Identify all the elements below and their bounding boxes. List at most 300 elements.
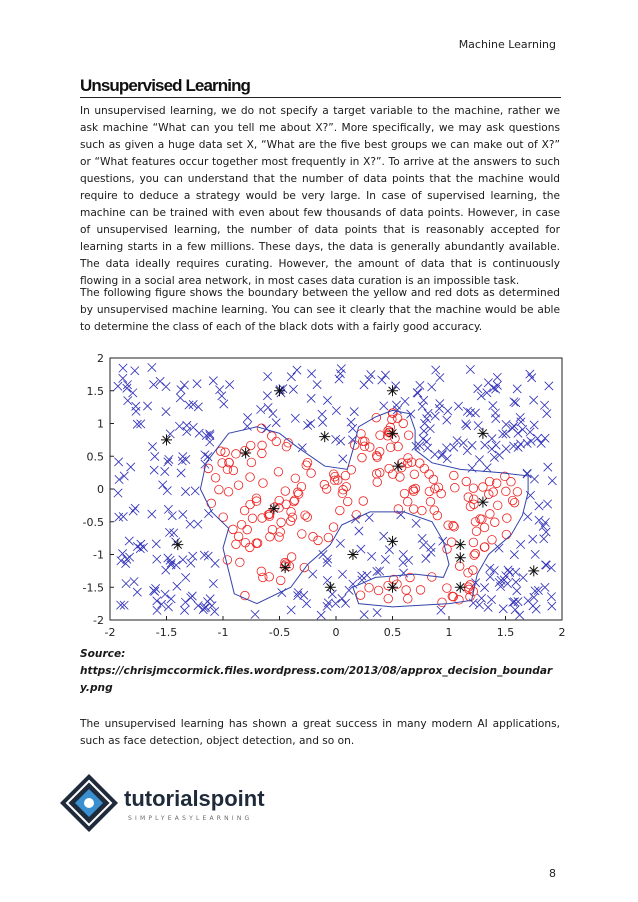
- class-a-point: [338, 594, 346, 602]
- class-b-point: [358, 453, 367, 462]
- class-b-point: [510, 498, 519, 507]
- class-a-point: [423, 444, 431, 452]
- test-point: [387, 536, 398, 547]
- class-b-point: [274, 467, 283, 476]
- class-a-point: [468, 464, 476, 472]
- class-a-point: [175, 422, 183, 430]
- class-a-point: [437, 606, 445, 614]
- paragraph-figure-description: The following figure shows the boundary between the yellow and red dots as determined by unsupervised machine learning. You can see it clearly that the machine would be able to determine the class of each of the black dots with a fairly good accuracy.: [80, 287, 560, 333]
- class-a-point: [512, 568, 520, 576]
- logo-tagline-text: SIMPLYEASYLEARNING: [128, 815, 253, 822]
- class-a-point: [518, 425, 526, 433]
- class-a-point: [401, 397, 409, 405]
- test-point: [477, 497, 488, 508]
- test-point: [347, 549, 358, 560]
- class-a-point: [170, 529, 178, 537]
- class-b-point: [372, 469, 381, 478]
- class-b-point: [275, 533, 284, 542]
- class-b-point: [303, 513, 312, 522]
- class-b-point: [502, 530, 511, 539]
- test-point: [268, 503, 279, 514]
- class-a-point: [185, 401, 193, 409]
- class-a-point: [486, 573, 494, 581]
- class-a-point: [443, 416, 451, 424]
- class-a-point: [543, 500, 551, 508]
- class-b-point: [259, 479, 268, 488]
- class-b-point: [455, 562, 464, 571]
- source-url: https://chrisjmccormick.files.wordpress.com/2013/08/approx_decision_boundary.png: [80, 665, 553, 694]
- class-b-point: [425, 470, 434, 479]
- class-b-point: [229, 525, 238, 534]
- y-tick-label: -1.5: [82, 581, 104, 595]
- class-a-point: [129, 389, 137, 397]
- class-b-point: [502, 487, 511, 496]
- class-b-point: [493, 501, 502, 510]
- class-a-point: [537, 439, 545, 447]
- class-a-point: [373, 608, 381, 616]
- class-a-point: [381, 371, 389, 379]
- class-a-point: [307, 370, 315, 378]
- class-b-point: [267, 432, 276, 441]
- decision-boundary-figure: [82, 350, 572, 640]
- class-a-point: [191, 487, 199, 495]
- class-a-point: [535, 502, 543, 510]
- x-tick-label: 1: [445, 626, 453, 639]
- paragraph-conclusion: The unsupervised learning has shown a great success in many modern AI applications, such as face detection, object detection, and so on.: [80, 718, 560, 747]
- class-a-point: [428, 383, 436, 391]
- class-a-point: [131, 366, 139, 374]
- class-a-point: [475, 456, 483, 464]
- class-a-point: [463, 407, 471, 415]
- class-b-point: [211, 473, 220, 482]
- class-b-point: [240, 506, 249, 515]
- class-a-point: [148, 363, 156, 371]
- class-a-point: [426, 424, 434, 432]
- class-a-point: [163, 486, 171, 494]
- class-a-point: [130, 577, 138, 585]
- class-a-point: [419, 396, 427, 404]
- figure-source: [80, 646, 560, 697]
- class-a-point: [272, 419, 280, 427]
- class-a-point: [177, 469, 185, 477]
- class-a-point: [164, 603, 172, 611]
- class-a-point: [529, 602, 537, 610]
- test-point: [325, 582, 336, 593]
- class-a-point: [317, 611, 325, 619]
- class-a-point: [133, 542, 141, 550]
- class-a-point: [313, 380, 321, 388]
- class-a-point: [157, 600, 165, 608]
- class-a-point: [529, 396, 537, 404]
- class-b-point: [258, 449, 267, 458]
- class-a-point: [289, 385, 297, 393]
- class-a-point: [469, 599, 477, 607]
- class-a-point: [162, 566, 170, 574]
- class-a-point: [153, 597, 161, 605]
- class-b-point: [400, 489, 409, 498]
- class-a-point: [519, 573, 527, 581]
- class-a-point: [331, 599, 339, 607]
- class-a-point: [127, 463, 135, 471]
- class-a-point: [431, 412, 439, 420]
- class-a-point: [269, 409, 277, 417]
- class-a-point: [545, 382, 553, 390]
- x-tick-label: -1.5: [155, 626, 178, 639]
- class-a-point: [181, 487, 189, 495]
- class-a-point: [166, 430, 174, 438]
- class-a-point: [487, 595, 495, 603]
- class-b-point: [236, 558, 245, 567]
- class-a-point: [195, 429, 203, 437]
- class-a-point: [187, 559, 195, 567]
- class-b-point: [404, 431, 413, 440]
- class-a-point: [348, 424, 356, 432]
- class-b-point: [247, 458, 256, 467]
- test-point: [477, 428, 488, 439]
- class-a-point: [419, 541, 427, 549]
- class-a-point: [540, 535, 548, 543]
- class-a-point: [399, 569, 407, 577]
- class-a-point: [474, 421, 482, 429]
- section-title: Unsupervised Learning: [80, 76, 251, 95]
- logo-emblem-icon: [60, 774, 118, 832]
- class-a-point: [336, 539, 344, 547]
- y-tick-label: 1: [97, 417, 104, 431]
- class-a-point: [516, 540, 524, 548]
- class-a-point: [548, 476, 556, 484]
- class-a-point: [513, 385, 521, 393]
- class-a-point: [360, 610, 368, 618]
- class-a-point: [541, 518, 549, 526]
- x-tick-label: 2: [558, 626, 566, 639]
- class-a-point: [480, 583, 488, 591]
- class-b-point: [287, 507, 296, 516]
- class-b-point: [513, 487, 522, 496]
- class-b-point: [298, 530, 307, 539]
- class-a-point: [206, 430, 214, 438]
- class-b-point: [508, 496, 517, 505]
- class-a-point: [119, 512, 127, 520]
- scatter-chart: [82, 350, 572, 640]
- class-a-point: [118, 549, 126, 557]
- class-b-point: [241, 538, 250, 547]
- class-a-point: [324, 599, 332, 607]
- class-b-point: [365, 583, 374, 592]
- class-b-point: [359, 497, 368, 506]
- class-b-point: [245, 543, 254, 552]
- y-tick-label: 1.5: [86, 384, 104, 398]
- y-tick-label: 2: [97, 352, 104, 365]
- class-a-point: [413, 388, 421, 396]
- class-a-point: [179, 510, 187, 518]
- class-a-point: [531, 550, 539, 558]
- class-a-point: [357, 545, 365, 553]
- class-a-point: [540, 401, 548, 409]
- class-a-point: [129, 507, 137, 515]
- x-tick-label: 0.5: [383, 626, 402, 639]
- class-b-point: [409, 505, 418, 514]
- class-a-point: [148, 442, 156, 450]
- class-a-point: [180, 606, 188, 614]
- class-b-point: [503, 514, 512, 523]
- class-b-point: [403, 594, 412, 603]
- class-b-point: [415, 459, 424, 468]
- class-a-point: [547, 592, 555, 600]
- class-b-point: [257, 567, 266, 576]
- class-a-point: [117, 557, 125, 565]
- class-b-point: [410, 470, 419, 479]
- y-tick-label: 0: [97, 483, 104, 496]
- class-b-point: [237, 520, 246, 529]
- class-b-point: [372, 413, 381, 422]
- class-a-point: [143, 402, 151, 410]
- class-b-point: [411, 484, 420, 493]
- class-a-point: [468, 441, 476, 449]
- class-a-point: [502, 445, 510, 453]
- class-b-point: [488, 535, 497, 544]
- class-b-point: [258, 441, 267, 450]
- class-a-point: [153, 606, 161, 614]
- class-b-point: [464, 493, 473, 502]
- class-b-point: [443, 584, 452, 593]
- class-b-point: [469, 484, 478, 493]
- class-a-point: [523, 470, 531, 478]
- class-a-point: [424, 409, 432, 417]
- class-a-point: [358, 572, 366, 580]
- class-b-point: [402, 586, 411, 595]
- class-a-point: [150, 587, 158, 595]
- class-a-point: [125, 537, 133, 545]
- class-a-point: [114, 489, 122, 497]
- class-b-point: [234, 532, 243, 541]
- test-point: [455, 552, 466, 563]
- class-a-point: [523, 439, 531, 447]
- class-a-point: [355, 527, 363, 535]
- class-b-point: [447, 538, 456, 547]
- class-a-point: [182, 455, 190, 463]
- class-a-point: [490, 566, 498, 574]
- class-a-point: [114, 382, 122, 390]
- class-a-point: [484, 603, 492, 611]
- class-a-point: [194, 520, 202, 528]
- class-b-point: [450, 471, 459, 480]
- class-a-point: [218, 392, 226, 400]
- class-a-point: [542, 561, 550, 569]
- class-a-point: [186, 520, 194, 528]
- test-point: [387, 428, 398, 439]
- class-b-point: [329, 470, 338, 479]
- class-b-point: [301, 511, 310, 520]
- class-a-point: [436, 399, 444, 407]
- class-a-point: [225, 380, 233, 388]
- y-tick-label: -0.5: [82, 515, 104, 529]
- class-a-point: [264, 403, 272, 411]
- class-b-point: [246, 473, 255, 482]
- class-b-point: [243, 525, 252, 534]
- class-a-point: [291, 414, 299, 422]
- class-a-point: [367, 552, 375, 560]
- class-a-point: [167, 595, 175, 603]
- class-a-point: [124, 396, 132, 404]
- class-a-point: [427, 548, 435, 556]
- class-a-point: [378, 376, 386, 384]
- class-b-point: [232, 450, 241, 459]
- class-a-point: [122, 579, 130, 587]
- class-a-point: [474, 384, 482, 392]
- class-b-point: [399, 419, 408, 428]
- class-b-point: [229, 466, 238, 475]
- class-b-point: [276, 576, 285, 585]
- class-a-point: [466, 365, 474, 373]
- class-a-point: [328, 590, 336, 598]
- class-a-point: [159, 481, 167, 489]
- class-b-point: [426, 497, 435, 506]
- class-a-point: [318, 410, 326, 418]
- class-a-point: [511, 606, 519, 614]
- class-b-point: [272, 437, 281, 446]
- class-a-point: [220, 400, 228, 408]
- class-a-point: [535, 516, 543, 524]
- test-point: [455, 539, 466, 550]
- class-a-point: [332, 406, 340, 414]
- class-a-point: [178, 457, 186, 465]
- class-a-point: [256, 405, 264, 413]
- class-a-point: [337, 365, 345, 373]
- class-a-point: [512, 578, 520, 586]
- test-point: [393, 461, 404, 472]
- class-a-point: [306, 419, 314, 427]
- class-a-point: [432, 366, 440, 374]
- class-a-point: [151, 452, 159, 460]
- class-a-point: [339, 455, 347, 463]
- class-a-point: [543, 409, 551, 417]
- paragraph-intro: In unsupervised learning, we do not specify a target variable to the machine, rather we ask machine “What can you tell me about X?”. More specifically, we may ask questions such as given a huge data set X, “What are the five best groups we can make out of X?” or “What features occur together most frequently in X?”. To arrive at the answers to such questions, you can understand that the number of data points that the machine would require to deduce a strategy would be very large. In case of supervised learning, the machine can be trained with even about few thousands of data points. However, in case of unsupervised learning, the number of data points that is reasonably accepted for learning starts in a few millions. These days, the data is generally abundantly available. The data ideally requires curating. However, the amount of data that is continuously flowing in a social area network, in most cases data curation is an impossible task.: [80, 105, 560, 287]
- class-a-point: [201, 451, 209, 459]
- class-b-point: [462, 477, 471, 486]
- class-b-point: [431, 484, 440, 493]
- class-a-point: [524, 512, 532, 520]
- class-a-point: [215, 386, 223, 394]
- class-a-point: [120, 472, 128, 480]
- class-b-point: [416, 586, 425, 595]
- test-point: [280, 562, 291, 573]
- class-b-point: [490, 518, 499, 527]
- class-a-point: [181, 573, 189, 581]
- class-b-point: [223, 556, 232, 565]
- class-a-point: [491, 409, 499, 417]
- class-a-point: [161, 467, 169, 475]
- x-tick-label: -0.5: [268, 626, 291, 639]
- class-b-point: [403, 497, 412, 506]
- class-a-point: [309, 570, 317, 578]
- class-a-point: [179, 556, 187, 564]
- class-a-point: [486, 564, 494, 572]
- class-a-point: [162, 407, 170, 415]
- y-tick-label: -1: [93, 548, 104, 562]
- class-b-point: [343, 497, 352, 506]
- class-a-point: [164, 554, 172, 562]
- class-b-point: [507, 477, 516, 486]
- class-a-point: [379, 532, 387, 540]
- y-tick-label: 0.5: [86, 450, 104, 464]
- class-a-point: [493, 373, 501, 381]
- class-a-point: [438, 451, 446, 459]
- class-a-point: [399, 550, 407, 558]
- class-a-point: [181, 598, 189, 606]
- class-a-point: [510, 550, 518, 558]
- class-a-point: [530, 475, 538, 483]
- class-b-point: [420, 464, 429, 473]
- x-tick-label: 1.5: [496, 626, 515, 639]
- x-tick-label: 0: [332, 626, 340, 639]
- class-a-point: [132, 402, 140, 410]
- class-b-point: [393, 414, 402, 423]
- class-a-point: [303, 421, 311, 429]
- class-b-point: [451, 483, 460, 492]
- class-a-point: [209, 579, 217, 587]
- class-b-point: [479, 483, 488, 492]
- class-a-point: [180, 381, 188, 389]
- class-a-point: [420, 427, 428, 435]
- test-point: [455, 582, 466, 593]
- y-tick-label: -2: [93, 614, 104, 627]
- class-a-point: [323, 396, 331, 404]
- class-b-point: [373, 478, 382, 487]
- class-a-point: [418, 402, 426, 410]
- class-a-point: [427, 543, 435, 551]
- class-a-point: [287, 373, 295, 381]
- class-b-point: [329, 523, 338, 532]
- x-tick-label: -2: [104, 626, 116, 639]
- class-a-point: [350, 407, 358, 415]
- class-a-point: [194, 601, 202, 609]
- class-a-point: [318, 418, 326, 426]
- class-a-point: [119, 364, 127, 372]
- test-point: [161, 434, 172, 445]
- class-b-point: [265, 572, 274, 581]
- class-a-point: [365, 513, 373, 521]
- class-a-point: [335, 375, 343, 383]
- class-b-point: [469, 566, 478, 575]
- class-b-point: [215, 485, 224, 494]
- class-a-point: [338, 570, 346, 578]
- test-point: [319, 431, 330, 442]
- class-a-point: [442, 444, 450, 452]
- class-a-point: [153, 555, 161, 563]
- tutorialspoint-logo: [56, 770, 276, 836]
- class-a-point: [526, 370, 534, 378]
- class-a-point: [444, 407, 452, 415]
- class-b-point: [472, 527, 481, 536]
- class-b-point: [324, 533, 333, 542]
- class-a-point: [263, 392, 271, 400]
- class-a-point: [243, 413, 251, 421]
- class-a-point: [165, 528, 173, 536]
- class-a-point: [189, 552, 197, 560]
- class-b-point: [486, 510, 495, 519]
- class-a-point: [483, 464, 491, 472]
- class-a-point: [475, 601, 483, 609]
- test-point: [172, 539, 183, 550]
- class-a-point: [515, 611, 523, 619]
- class-a-point: [422, 554, 430, 562]
- class-a-point: [136, 544, 144, 552]
- class-a-point: [323, 602, 331, 610]
- logo-brand-text: tutorialspoint: [124, 786, 265, 811]
- class-b-point: [480, 523, 489, 532]
- test-point: [528, 565, 539, 576]
- source-label: Source:: [80, 648, 126, 660]
